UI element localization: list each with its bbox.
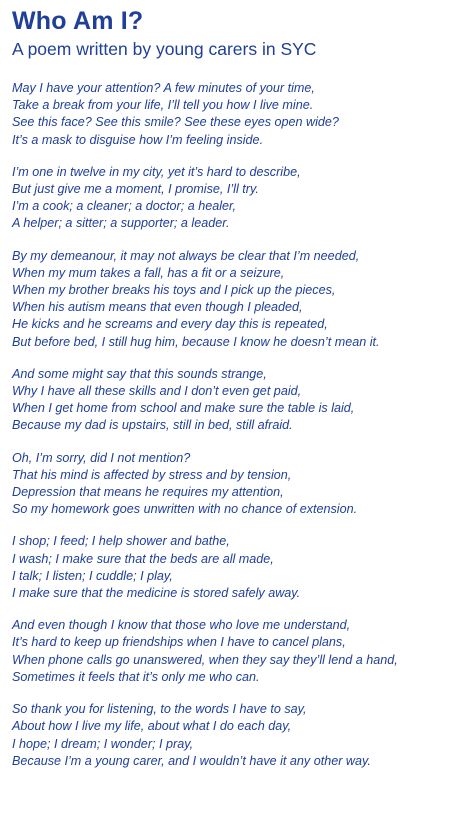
poem-line: I’m a cook; a cleaner; a doctor; a healer, xyxy=(12,199,237,214)
poem-line: I’m one in twelve in my city, yet it’s hard to describe, xyxy=(12,164,301,179)
poem-line: When my brother breaks his toys and I pick up the pieces, xyxy=(12,283,336,298)
poem-line: About how I live my life, about what I do each day, xyxy=(12,719,292,734)
poem-line: Depression that means he requires my attention, xyxy=(12,485,284,500)
poem-stanza xyxy=(12,617,462,686)
poem-line: It’s a mask to disguise how I’m feeling inside. xyxy=(12,132,264,147)
poem-line: I talk; I listen; I cuddle; I play, xyxy=(12,568,173,583)
poem-line: When phone calls go unanswered, when they say they’ll lend a hand, xyxy=(12,652,398,667)
poem-stanza xyxy=(12,80,462,149)
poem-stanza xyxy=(12,701,462,770)
poem-line: It’s hard to keep up friendships when I have to cancel plans, xyxy=(12,635,346,650)
poem-line: So my homework goes unwritten with no chance of extension. xyxy=(12,502,358,517)
poem-body xyxy=(12,80,462,770)
poem-line: Oh, I’m sorry, did I not mention? xyxy=(12,450,191,465)
poem-line: And even though I know that those who love me understand, xyxy=(12,618,351,633)
poem-stanza xyxy=(12,366,462,435)
poem-line: He kicks and he screams and every day this is repeated, xyxy=(12,317,328,332)
poem-title: Who Am I? xyxy=(12,7,144,35)
poem-line: Why I have all these skills and I don’t even get paid, xyxy=(12,384,302,399)
poem-stanza xyxy=(12,248,462,351)
poem-line: By my demeanour, it may not always be clear that I’m needed, xyxy=(12,248,360,263)
poem-line: Because I’m a young carer, and I wouldn’t have it any other way. xyxy=(12,753,371,768)
poem-line: That his mind is affected by stress and by tension, xyxy=(12,467,292,482)
poem-line: And some might say that this sounds strange, xyxy=(12,366,267,381)
poem-line: But just give me a moment, I promise, I’ll try. xyxy=(12,182,259,197)
poem-stanza xyxy=(12,533,462,602)
poem-line: May I have your attention? A few minutes of your time, xyxy=(12,81,315,95)
poem-subtitle: A poem written by young carers in SYC xyxy=(12,39,317,59)
poem-line: When I get home from school and make sure the table is laid, xyxy=(12,401,355,416)
poem-line: Because my dad is upstairs, still in bed, still afraid. xyxy=(12,418,293,433)
poem-line: Take a break from your life, I’ll tell you how I live mine. xyxy=(12,98,314,113)
poem-stanza xyxy=(12,450,462,519)
poem-line: When his autism means that even though I pleaded, xyxy=(12,300,303,315)
poem-line: See this face? See this smile? See these eyes open wide? xyxy=(12,115,339,130)
poem-line: A helper; a sitter; a supporter; a leader. xyxy=(12,216,230,231)
poem-line: I wash; I make sure that the beds are all made, xyxy=(12,551,274,566)
poem-line: I shop; I feed; I help shower and bathe, xyxy=(12,534,230,549)
document-page xyxy=(12,6,462,785)
poem-line: When my mum takes a fall, has a fit or a seizure, xyxy=(12,265,285,280)
poem-stanza xyxy=(12,164,462,233)
poem-line: So thank you for listening, to the words I have to say, xyxy=(12,702,307,717)
poem-line: I make sure that the medicine is stored safely away. xyxy=(12,586,301,601)
poem-line: But before bed, I still hug him, because I know he doesn’t mean it. xyxy=(12,334,380,349)
poem-line: Sometimes it feels that it’s only me who can. xyxy=(12,669,260,684)
poem-line: I hope; I dream; I wonder; I pray, xyxy=(12,736,194,751)
